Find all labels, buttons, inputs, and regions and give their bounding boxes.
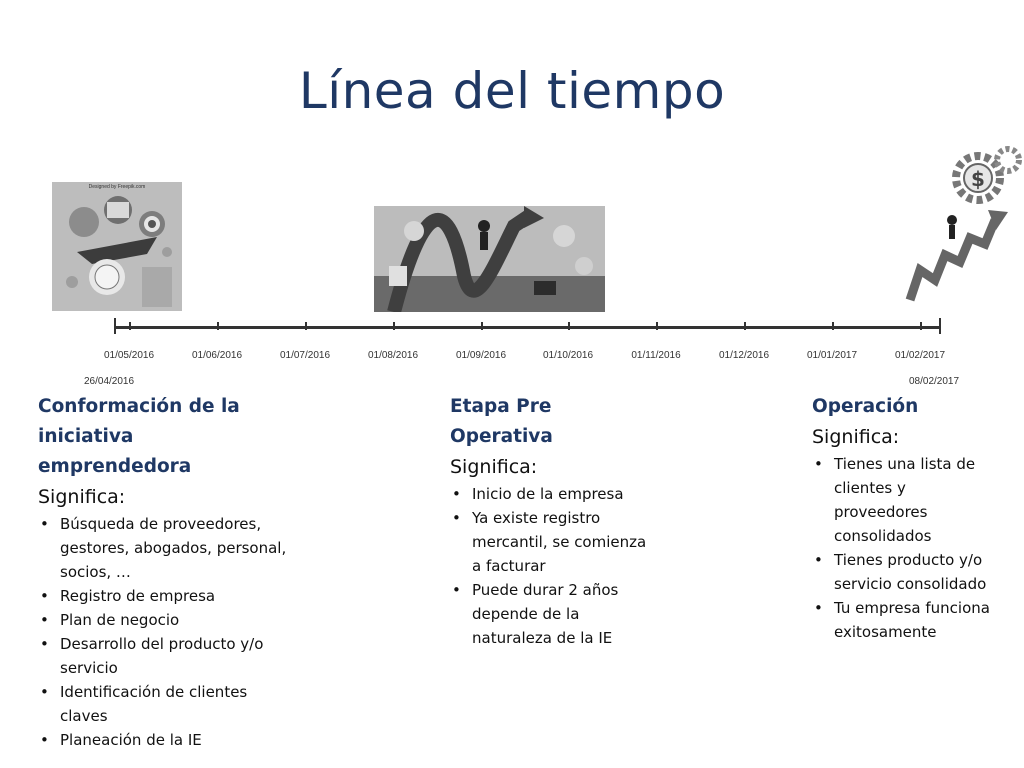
timeline-tick — [481, 322, 483, 330]
timeline-tick-label: 01/09/2016 — [455, 350, 507, 361]
timeline-tick-label: 01/10/2016 — [542, 350, 594, 361]
bullet-item: • Ya existe registro mercantil, se comienza a facturar — [450, 506, 660, 578]
growth-curve-image — [374, 206, 605, 312]
bullet-item: • Registro de empresa — [38, 584, 298, 608]
timeline-tick — [744, 322, 746, 330]
phase-heading: Etapa Pre Operativa — [450, 396, 553, 447]
phase-bullets — [450, 482, 660, 650]
phase-subheading: Significa: — [450, 456, 538, 478]
planning-illustration — [52, 182, 182, 311]
bullet-item: • Desarrollo del producto y/o servicio — [38, 632, 298, 680]
timeline-tick — [568, 322, 570, 330]
timeline-tick-label: 01/01/2017 — [806, 350, 858, 361]
phase-bullets — [38, 512, 298, 752]
bullet-item: • Tienes una lista de clientes y proveedores consolidados — [812, 452, 997, 548]
timeline-tick — [656, 322, 658, 330]
timeline-end-tick — [939, 318, 941, 334]
phase-heading: Conformación de la iniciativa emprendedora — [38, 396, 240, 477]
bullet-item: • Tienes producto y/o servicio consolidado — [812, 548, 997, 596]
timeline-tick-label: 01/11/2016 — [631, 350, 681, 361]
slide-title: Línea del tiempo — [298, 62, 726, 120]
timeline-tick — [920, 322, 922, 330]
phase-conformacion — [38, 392, 298, 752]
bullet-item: • Inicio de la empresa — [450, 482, 660, 506]
dollar-gear-icon: $ — [971, 167, 985, 191]
timeline-tick — [217, 322, 219, 330]
growth-illustration — [374, 206, 605, 312]
timeline-tick-label: 01/06/2016 — [191, 350, 243, 361]
timeline-tick — [832, 322, 834, 330]
timeline-tick — [305, 322, 307, 330]
bullet-item: • Tu empresa funciona exitosamente — [812, 596, 997, 644]
bullet-item: • Búsqueda de proveedores, gestores, abogados, personal, socios, … — [38, 512, 298, 584]
phase-subheading: Significa: — [38, 486, 126, 508]
timeline-tick-label: 01/02/2017 — [894, 350, 946, 361]
phase-subheading: Significa: — [812, 426, 900, 448]
phase-bullets — [812, 452, 997, 644]
timeline-tick-label: 01/07/2016 — [279, 350, 331, 361]
timeline-tick-label: 01/08/2016 — [367, 350, 419, 361]
timeline-tick — [393, 322, 395, 330]
bullet-item: • Plan de negocio — [38, 608, 298, 632]
timeline-start-label: 26/04/2016 — [84, 376, 135, 387]
timeline-tick-label: 01/05/2016 — [103, 350, 155, 361]
success-stairs-image — [900, 140, 1024, 308]
bullet-item: • Puede durar 2 años depende de la naturaleza de la IE — [450, 578, 660, 650]
success-illustration — [900, 140, 1024, 308]
timeline-start-tick — [114, 318, 116, 334]
timeline-end-label: 08/02/2017 — [909, 376, 960, 387]
phase-pre-operativa — [450, 392, 660, 650]
image-credit: Designed by Freepik.com — [88, 184, 146, 190]
bullet-item: • Identificación de clientes claves — [38, 680, 298, 728]
timeline-axis — [114, 326, 940, 329]
bullet-item: • Planeación de la IE — [38, 728, 298, 752]
phase-heading: Operación — [812, 396, 919, 417]
timeline-tick-label: 01/12/2016 — [718, 350, 770, 361]
phase-operacion — [812, 392, 997, 644]
timeline-tick — [129, 322, 131, 330]
planning-image — [52, 182, 182, 311]
